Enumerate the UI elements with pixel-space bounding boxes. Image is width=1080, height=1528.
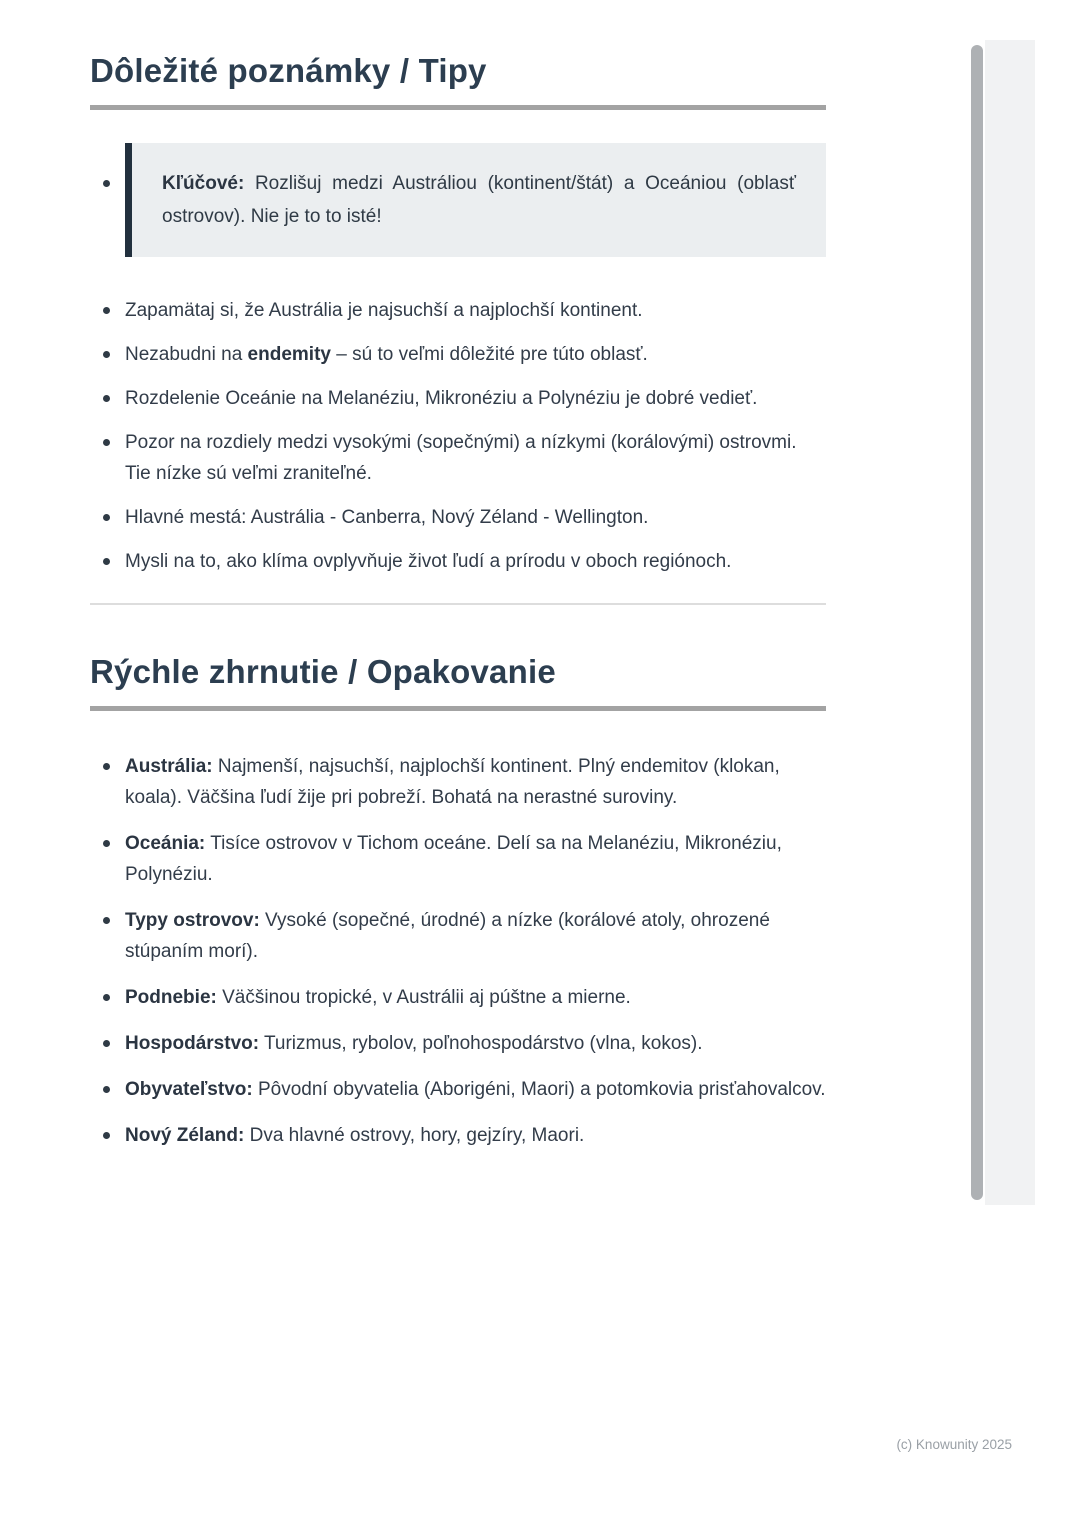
scrollbar-thumb[interactable]: [971, 45, 983, 1200]
key-callout: [125, 143, 826, 257]
bullet-marker: [103, 994, 110, 1001]
list-item: Hospodárstvo: Turizmus, rybolov, poľnohospodárstvo (vlna, kokos).: [90, 1028, 826, 1059]
bullet-marker: [103, 558, 110, 565]
bullet-marker: [103, 439, 110, 446]
list-item: Typy ostrovov: Vysoké (sopečné, úrodné) a nízke (korálové atoly, ohrozené stúpaním morí).: [90, 905, 826, 967]
bullet-marker: [103, 351, 110, 358]
callout-lead: Kľúčové:: [162, 173, 245, 194]
bullet-marker: [103, 917, 110, 924]
notes-bullet-list: [90, 295, 826, 577]
scrollbar-track[interactable]: [985, 40, 1035, 1205]
title-underline: [90, 706, 826, 711]
bullet-marker: [103, 307, 110, 314]
list-item: Austrália: Najmenší, najsuchší, najplochší kontinent. Plný endemitov (klokan, koala). Väčšina ľudí žije pri pobreží. Bohatá na nerastné suroviny.: [90, 751, 826, 813]
list-item: Nezabudni na endemity – sú to veľmi dôležité pre túto oblasť.: [90, 339, 826, 370]
bullet-marker: [103, 1132, 110, 1139]
bullet-marker: [103, 180, 110, 187]
list-item: Oceánia: Tisíce ostrovov v Tichom oceáne. Delí sa na Melanéziu, Mikronéziu, Polynéziu.: [90, 828, 826, 890]
section-divider: [90, 603, 826, 605]
section-title-notes: Dôležité poznámky / Tipy: [90, 52, 487, 89]
list-item: Hlavné mestá: Austrália - Canberra, Nový Zéland - Wellington.: [90, 502, 826, 533]
bullet-marker: [103, 514, 110, 521]
copyright-footer: (c) Knowunity 2025: [896, 1437, 1012, 1452]
summary-bullet-list: [90, 751, 826, 1151]
bullet-marker: [103, 763, 110, 770]
callout-row: [90, 143, 826, 257]
callout-text: Rozlišuj medzi Austráliou (kontinent/štát) a Oceániou (oblasť ostrovov). Nie je to to isté!: [162, 173, 796, 227]
list-item: Pozor na rozdiely medzi vysokými (sopečnými) a nízkymi (korálovými) ostrovmi. Tie nízke sú veľmi zraniteľné.: [90, 427, 826, 489]
list-item: Rozdelenie Oceánie na Melanéziu, Mikronéziu a Polynéziu je dobré vedieť.: [90, 383, 826, 414]
list-item: Mysli na to, ako klíma ovplyvňuje život ľudí a prírodu v oboch regiónoch.: [90, 546, 826, 577]
bullet-marker: [103, 1086, 110, 1093]
list-item: Obyvateľstvo: Pôvodní obyvatelia (Aborigéni, Maori) a potomkovia prisťahovalcov.: [90, 1074, 826, 1105]
bullet-marker: [103, 840, 110, 847]
bullet-marker: [103, 1040, 110, 1047]
bullet-marker: [103, 395, 110, 402]
list-item: Zapamätaj si, že Austrália je najsuchší a najplochší kontinent.: [90, 295, 826, 326]
section-title-summary: Rýchle zhrnutie / Opakovanie: [90, 653, 556, 690]
title-underline: [90, 105, 826, 110]
list-item: Podnebie: Väčšinou tropické, v Austrálii aj púštne a mierne.: [90, 982, 826, 1013]
list-item: Nový Zéland: Dva hlavné ostrovy, hory, gejzíry, Maori.: [90, 1120, 826, 1151]
document-page: [90, 52, 826, 1166]
